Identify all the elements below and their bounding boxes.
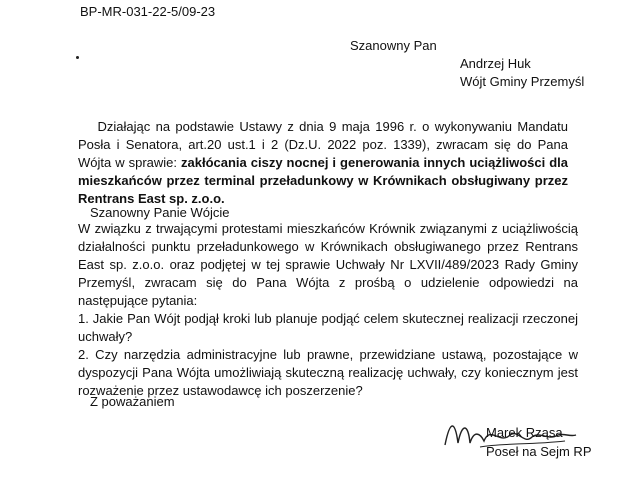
signatory-name: Marek Rząsa	[486, 425, 563, 440]
addressee-salutation: Szanowny Pan	[350, 38, 437, 53]
addressee-title: Wójt Gminy Przemyśl	[460, 74, 585, 89]
addressee-name: Andrzej Huk	[460, 56, 531, 71]
intro-subject: zakłócania ciszy nocnej i generowania innych uciążliwości dla mieszkańców przez terminal przeładunkowy w Krównikach obsługiwany przez Rentrans East sp. z.o.o.	[78, 155, 568, 206]
body-paragraph: W związku z trwającymi protestami mieszkańców Krównik związanymi z uciążliwością działalności punktu przeładunkowego w Krównikach obsługiwanego przez Rentrans East sp. z.o.o. oraz podjętej w tej sprawie Uchwały Nr LXVII/489/2023 Rady Gminy Przemyśl, zwracam się do Pana Wójta z prośbą o udzielenie odpowiedzi na następujące pytania:	[78, 221, 578, 308]
intro-paragraph	[78, 118, 568, 208]
reference-number: BP-MR-031-22-5/09-23	[80, 4, 216, 19]
question-2: 2. Czy narzędzia administracyjne lub prawne, przewidziane ustawą, pozostające w dyspozycji Pana Wójta umożliwiają skuteczną realizację uchwały, czy koniecznym jest rozważenie przez ustawodawcę ich poszerzenie?	[78, 347, 578, 398]
body-salutation: Szanowny Panie Wójcie	[90, 205, 230, 220]
signatory-role: Poseł na Sejm RP	[486, 444, 592, 459]
question-1: 1. Jakie Pan Wójt podjął kroki lub planuje podjąć celem skutecznej realizacji rzeczonej uchwały?	[78, 311, 578, 344]
closing-regards: Z poważaniem	[90, 394, 175, 409]
body-text	[78, 220, 578, 400]
intro-text: Działając na podstawie Ustawy z dnia 9 maja 1996 r. o wykonywaniu Mandatu Posła i Senatora, art.20 ust.1 i 2 (Dz.U. 2022 poz. 1339), zwracam się do Pana Wójta w sprawie:	[78, 119, 568, 170]
addressee-block	[350, 37, 584, 91]
margin-dot	[76, 56, 79, 59]
